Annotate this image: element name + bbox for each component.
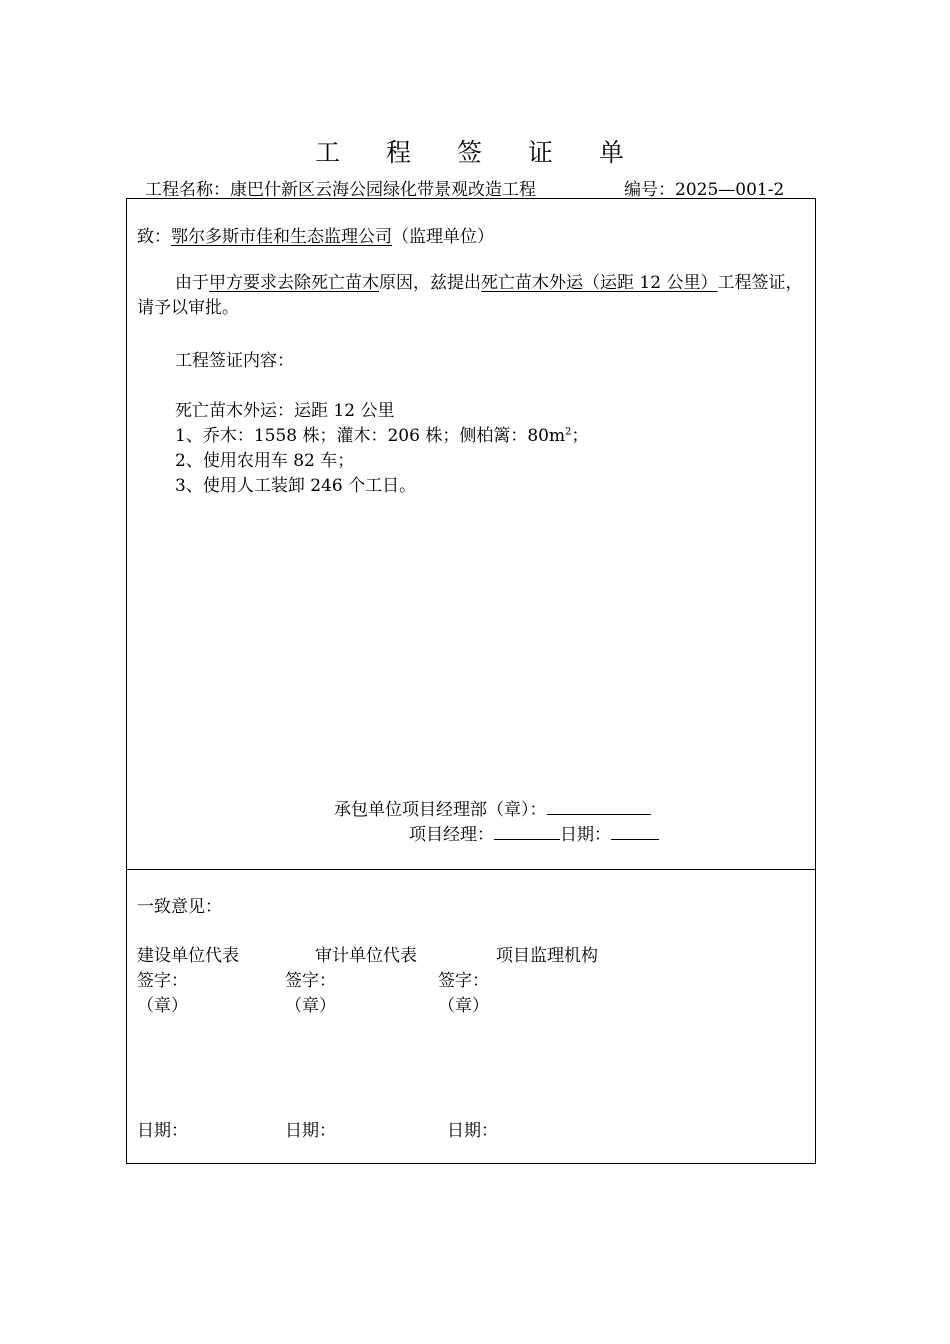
- rep-supervisor-sign: 签字：: [438, 971, 489, 991]
- rep-audit-sign: 签字：: [285, 971, 336, 991]
- rep-owner-sign: 签字：: [137, 971, 188, 991]
- project-label: 工程名称：: [145, 180, 230, 200]
- manager-date-label: 日期：: [560, 825, 611, 845]
- manager-label: 项目经理：: [409, 825, 494, 845]
- content-line-2: [175, 421, 588, 446]
- content-line-3: 2、使用农用车 82 车；: [175, 451, 355, 471]
- rep-supervisor-date: 日期：: [447, 1121, 498, 1141]
- content-line-4: 3、使用人工装卸 246 个工日。: [175, 476, 417, 496]
- approval-section: [126, 868, 816, 1164]
- content-line-2-end: ；: [571, 426, 589, 446]
- project-name-line: [145, 175, 536, 200]
- content-heading: 工程签证内容：: [175, 351, 294, 371]
- recipient-line: [137, 222, 494, 247]
- manager-date-blank[interactable]: [611, 823, 659, 840]
- code-line: [624, 175, 784, 200]
- rep-supervisor-seal: （章）: [438, 996, 489, 1016]
- manager-blank[interactable]: [494, 823, 560, 840]
- document-title: 工 程 签 证 单: [315, 138, 643, 167]
- intro-text-2: 原因，兹提出: [379, 273, 481, 293]
- intro-item: 死亡苗木外运（运距 12 公里）: [481, 273, 718, 293]
- rep-owner-date: 日期：: [137, 1121, 188, 1141]
- contractor-seal-blank[interactable]: [547, 798, 651, 815]
- content-line-2-text: 1、乔木：1558 株；灌木：206 株；侧柏篱：80m: [175, 426, 566, 446]
- rep-audit-seal: （章）: [285, 996, 336, 1016]
- recipient-suffix: （监理单位）: [392, 227, 494, 247]
- content-line-1: 死亡苗木外运：运距 12 公里: [175, 401, 395, 421]
- project-name: 康巴什新区云海公园绿化带景观改造工程: [230, 180, 536, 200]
- recipient-company: 鄂尔多斯市佳和生态监理公司: [171, 227, 392, 247]
- rep-supervisor-title: 项目监理机构: [496, 946, 598, 966]
- request-section: [126, 198, 816, 870]
- superscript: 2: [565, 426, 572, 438]
- manager-line: [409, 820, 659, 845]
- rep-audit-title: 审计单位代表: [315, 946, 417, 966]
- contractor-label: 承包单位项目经理部（章）：: [334, 800, 547, 820]
- rep-owner-title: 建设单位代表: [137, 946, 239, 966]
- intro-reason: 甲方要求去除死亡苗木: [209, 273, 379, 293]
- intro-text-3: 工程签证，请予以审批。: [137, 273, 803, 318]
- contractor-line: [334, 795, 651, 820]
- rep-owner-seal: （章）: [137, 996, 188, 1016]
- rep-audit-date: 日期：: [285, 1121, 336, 1141]
- code-label: 编号：: [624, 180, 675, 200]
- request-paragraph: [137, 271, 807, 321]
- recipient-prefix: 致：: [137, 227, 171, 247]
- code-value: 2025—001-2: [675, 180, 785, 200]
- opinion-label: 一致意见：: [137, 897, 222, 917]
- intro-text-1: 由于: [175, 273, 209, 293]
